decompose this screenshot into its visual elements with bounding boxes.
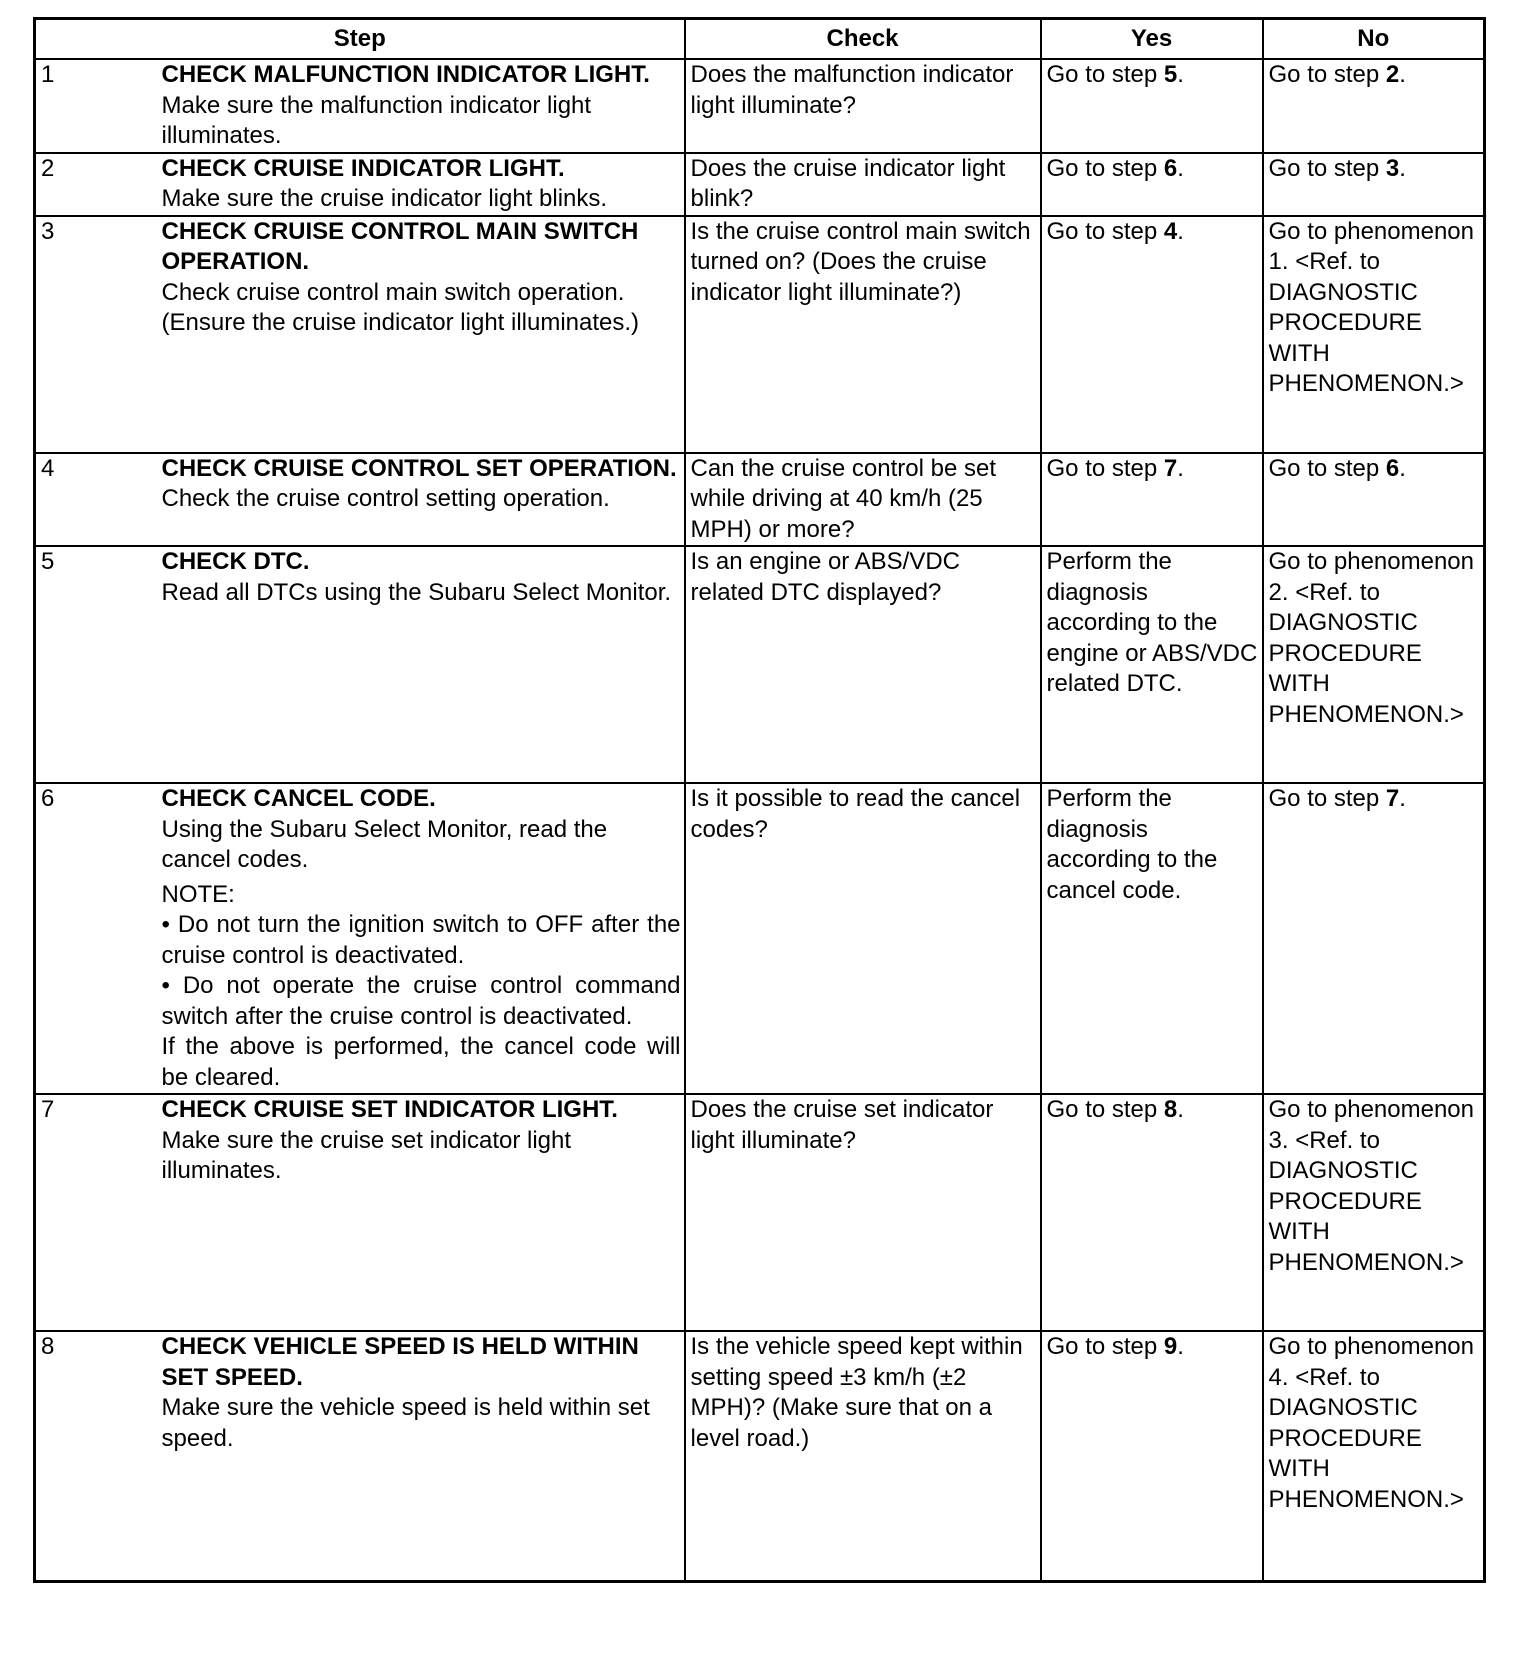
yes-cell: Perform the diagnosis according to the engine or ABS/VDC related DTC. [1041, 546, 1263, 783]
yes-step-link: 6 [1163, 154, 1178, 182]
header-check: Check [685, 19, 1041, 60]
check-cell: Does the malfunction indicator light illuminate? [685, 59, 1041, 153]
step-number: 5 [35, 546, 155, 783]
step-cell [155, 453, 685, 547]
step-title: CHECK CANCEL CODE. [161, 785, 436, 812]
yes-step-link: 5 [1163, 61, 1178, 88]
step-title: CHECK VEHICLE SPEED IS HELD WITHIN SET SPEED. [161, 1333, 639, 1391]
table-row [35, 783, 1485, 1094]
diagnostic-table [33, 17, 1486, 1583]
yes-cell [1041, 59, 1263, 153]
no-cell [1263, 783, 1485, 1094]
table-row [35, 59, 1485, 153]
table-row [35, 546, 1485, 783]
check-cell: Is an engine or ABS/VDC related DTC displayed? [685, 546, 1041, 783]
no-step-link: 3 [1385, 154, 1400, 182]
no-prefix: Go to step [1268, 61, 1386, 88]
check-cell: Does the cruise indicator light blink? [685, 153, 1041, 216]
no-prefix: Go to step [1268, 454, 1386, 482]
yes-suffix: . [1177, 1096, 1184, 1123]
step-desc: Make sure the cruise set indicator light illuminates. [161, 1126, 572, 1184]
step-cell [155, 216, 685, 453]
no-cell [1263, 453, 1485, 547]
step-title: CHECK DTC. [161, 548, 310, 575]
header-step: Step [35, 19, 685, 60]
yes-suffix: . [1177, 217, 1184, 245]
table-row [35, 1331, 1485, 1581]
yes-suffix: . [1177, 61, 1184, 88]
yes-suffix: . [1177, 154, 1184, 182]
header-no: No [1263, 19, 1485, 60]
yes-suffix: . [1177, 454, 1184, 482]
step-cell [155, 546, 685, 783]
step-title: CHECK CRUISE CONTROL SET OPERATION. [161, 454, 677, 482]
yes-prefix: Go to step [1046, 1096, 1164, 1123]
step-number: 4 [35, 453, 155, 547]
no-cell [1263, 153, 1485, 216]
yes-step-link: 8 [1163, 1096, 1178, 1123]
no-cell [1263, 59, 1485, 153]
step-title: CHECK CRUISE CONTROL MAIN SWITCH OPERATION. [161, 217, 639, 275]
step-cell [155, 153, 685, 216]
step-number: 8 [35, 1331, 155, 1581]
step-desc: Read all DTCs using the Subaru Select Monitor. [161, 578, 672, 606]
step-desc: Make sure the malfunction indicator light illuminates. [161, 91, 592, 149]
yes-prefix: Go to step [1046, 1333, 1164, 1360]
no-suffix: . [1399, 454, 1406, 482]
yes-step-link: 7 [1163, 454, 1178, 482]
step-number: 3 [35, 216, 155, 453]
note-item: • Do not turn the ignition switch to OFF after the cruise control is deactivated. [161, 911, 681, 969]
no-suffix: . [1399, 154, 1406, 182]
no-step-link: 6 [1385, 454, 1400, 482]
check-cell: Does the cruise set indicator light illuminate? [685, 1094, 1041, 1331]
step-cell [155, 1331, 685, 1581]
step-number: 2 [35, 153, 155, 216]
yes-cell [1041, 1331, 1263, 1581]
table-row [35, 216, 1485, 453]
yes-prefix: Go to step [1046, 454, 1164, 482]
yes-prefix: Go to step [1046, 154, 1164, 182]
header-yes: Yes [1041, 19, 1263, 60]
step-desc: Check the cruise control setting operation. [161, 485, 610, 512]
step-number: 7 [35, 1094, 155, 1331]
no-cell: Go to phenomenon 3. <Ref. to DIAGNOSTIC PROCEDURE WITH PHENOMENON.> [1263, 1094, 1485, 1331]
check-cell: Is it possible to read the cancel codes? [685, 783, 1041, 1094]
no-prefix: Go to step [1268, 154, 1386, 182]
no-cell: Go to phenomenon 2. <Ref. to DIAGNOSTIC PROCEDURE WITH PHENOMENON.> [1263, 546, 1485, 783]
yes-cell [1041, 453, 1263, 547]
step-desc: Make sure the cruise indicator light blinks. [161, 185, 608, 212]
yes-cell: Perform the diagnosis according to the cancel code. [1041, 783, 1263, 1094]
note-item: If the above is performed, the cancel code will be cleared. [161, 1033, 681, 1091]
no-suffix: . [1399, 785, 1406, 812]
step-cell [155, 59, 685, 153]
no-cell: Go to phenomenon 4. <Ref. to DIAGNOSTIC PROCEDURE WITH PHENOMENON.> [1263, 1331, 1485, 1581]
yes-prefix: Go to step [1046, 61, 1164, 88]
yes-prefix: Go to step [1046, 217, 1164, 245]
step-number: 1 [35, 59, 155, 153]
note-label: NOTE: [161, 880, 235, 908]
step-number: 6 [35, 783, 155, 1094]
check-cell: Is the vehicle speed kept within setting speed ±3 km/h (±2 MPH)? (Make sure that on a level road.) [685, 1331, 1041, 1581]
step-cell [155, 1094, 685, 1331]
step-title: CHECK CRUISE SET INDICATOR LIGHT. [161, 1096, 618, 1123]
step-title: CHECK CRUISE INDICATOR LIGHT. [161, 154, 565, 182]
yes-cell [1041, 1094, 1263, 1331]
yes-step-link: 9 [1163, 1333, 1178, 1360]
no-prefix: Go to step [1268, 785, 1386, 812]
no-step-link: 7 [1385, 785, 1400, 812]
yes-suffix: . [1177, 1333, 1184, 1360]
no-cell: Go to phenomenon 1. <Ref. to DIAGNOSTIC PROCEDURE WITH PHENOMENON.> [1263, 216, 1485, 453]
note-item: • Do not operate the cruise control command switch after the cruise control is deactivated. [161, 972, 681, 1030]
yes-step-link: 4 [1163, 217, 1178, 245]
check-cell: Can the cruise control be set while driving at 40 km/h (25 MPH) or more? [685, 453, 1041, 547]
header-row [35, 19, 1485, 60]
yes-cell [1041, 153, 1263, 216]
check-cell: Is the cruise control main switch turned on? (Does the cruise indicator light illuminate?) [685, 216, 1041, 453]
no-step-link: 2 [1385, 61, 1400, 88]
yes-cell [1041, 216, 1263, 453]
table-row [35, 153, 1485, 216]
table-row [35, 453, 1485, 547]
step-cell [155, 783, 685, 1094]
no-suffix: . [1399, 61, 1406, 88]
step-desc: Make sure the vehicle speed is held within set speed. [161, 1394, 650, 1452]
step-desc: Using the Subaru Select Monitor, read the cancel codes. [161, 815, 608, 873]
step-title: CHECK MALFUNCTION INDICATOR LIGHT. [161, 61, 650, 88]
table-row [35, 1094, 1485, 1331]
step-desc: Check cruise control main switch operation. (Ensure the cruise indicator light illuminates.) [161, 278, 640, 336]
